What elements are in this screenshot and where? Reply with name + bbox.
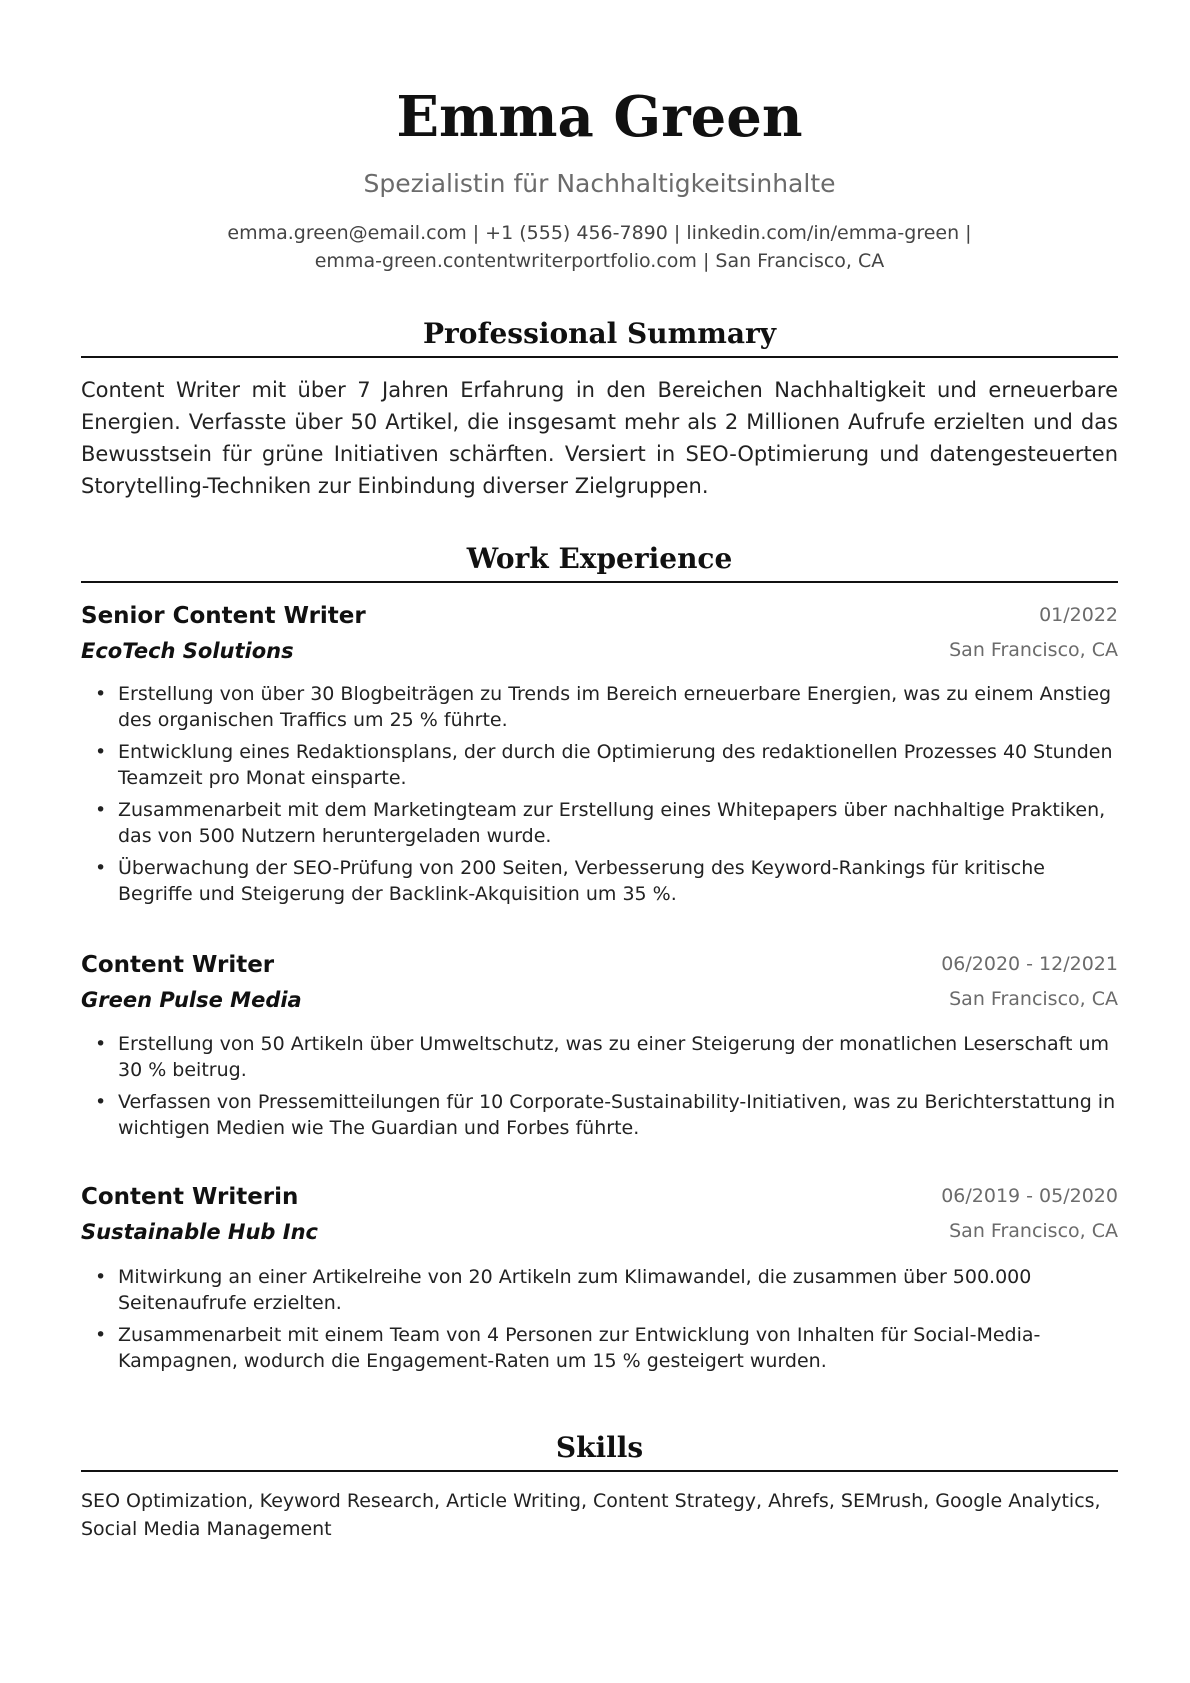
job-company: EcoTech Solutions — [81, 639, 294, 663]
skills-text: SEO Optimization, Keyword Research, Article Writing, Content Strategy, Ahrefs, SEMrush, Google Analytics, Social Media Management — [81, 1490, 1101, 1540]
candidate-name: Emma Green — [396, 84, 803, 150]
job-title: Content Writer — [81, 952, 275, 978]
list-item: • Erstellung von 50 Artikeln über Umweltschutz, was zu einer Steigerung der monatlichen Leserschaft um 30 % beitrug. — [81, 1031, 1118, 1083]
list-item: • Erstellung von über 30 Blogbeiträgen zu Trends im Bereich erneuerbare Energien, was zu einem Anstieg des organischen Traffics um 25 % führte. — [81, 681, 1118, 733]
job-location: San Francisco, CA — [949, 1220, 1118, 1242]
list-item: • Mitwirkung an einer Artikelreihe von 20 Artikeln zum Klimawandel, die zusammen über 500.000 Seitenaufrufe erzielten. — [81, 1264, 1118, 1316]
job-bullets — [81, 1264, 1118, 1380]
contact-line-1: emma.green@email.com | +1 (555) 456-7890 | linkedin.com/in/emma-green | — [227, 222, 972, 244]
job-date: 06/2020 - 12/2021 — [941, 953, 1118, 975]
list-item: • Überwachung der SEO-Prüfung von 200 Seiten, Verbesserung des Keyword-Rankings für kritische Begriffe und Steigerung der Backlink-Akquisition um 35 %. — [81, 855, 1118, 907]
list-item: • Entwicklung eines Redaktionsplans, der durch die Optimierung des redaktionellen Prozesses 40 Stunden Teamzeit pro Monat einsparte. — [81, 739, 1118, 791]
candidate-subtitle: Spezialistin für Nachhaltigkeitsinhalte — [363, 169, 836, 198]
job-title: Content Writerin — [81, 1184, 299, 1210]
list-item: • Zusammenarbeit mit einem Team von 4 Personen zur Entwicklung von Inhalten für Social-Media-Kampagnen, wodurch die Engagement-Raten um 15 % gesteigert wurden. — [81, 1322, 1118, 1374]
job-date: 06/2019 - 05/2020 — [941, 1185, 1118, 1207]
job-company: Green Pulse Media — [81, 988, 302, 1012]
job-bullets — [81, 681, 1118, 913]
contact-info — [81, 219, 1118, 275]
list-item: • Verfassen von Pressemitteilungen für 10 Corporate-Sustainability-Initiativen, was zu Berichterstattung in wichtigen Medien wie The Guardian und Forbes führte. — [81, 1089, 1118, 1141]
contact-line-2: emma-green.contentwriterportfolio.com | San Francisco, CA — [314, 250, 885, 272]
job-location: San Francisco, CA — [949, 988, 1118, 1010]
job-title: Senior Content Writer — [81, 603, 366, 629]
list-item: • Zusammenarbeit mit dem Marketingteam zur Erstellung eines Whitepapers über nachhaltige Praktiken, das von 500 Nutzern heruntergeladen wurde. — [81, 797, 1118, 849]
summary-text: Content Writer mit über 7 Jahren Erfahrung in den Bereichen Nachhaltigkeit und erneuerbare Energien. Verfasste über 50 Artikel, die insgesamt mehr als 2 Millionen Aufrufe erzielten und das Bewusstsein für grüne Initiativen schärften. Versiert in SEO-Optimierung und datengesteuerten Storytelling-Techniken zur Einbindung diverser Zielgruppen. — [81, 378, 1118, 498]
section-title-skills: Skills — [81, 1428, 1118, 1472]
section-title-experience: Work Experience — [81, 539, 1118, 583]
job-date: 01/2022 — [1039, 604, 1118, 626]
job-company: Sustainable Hub Inc — [81, 1220, 318, 1244]
job-bullets — [81, 1031, 1118, 1147]
job-location: San Francisco, CA — [949, 639, 1118, 661]
section-title-summary: Professional Summary — [81, 314, 1118, 358]
